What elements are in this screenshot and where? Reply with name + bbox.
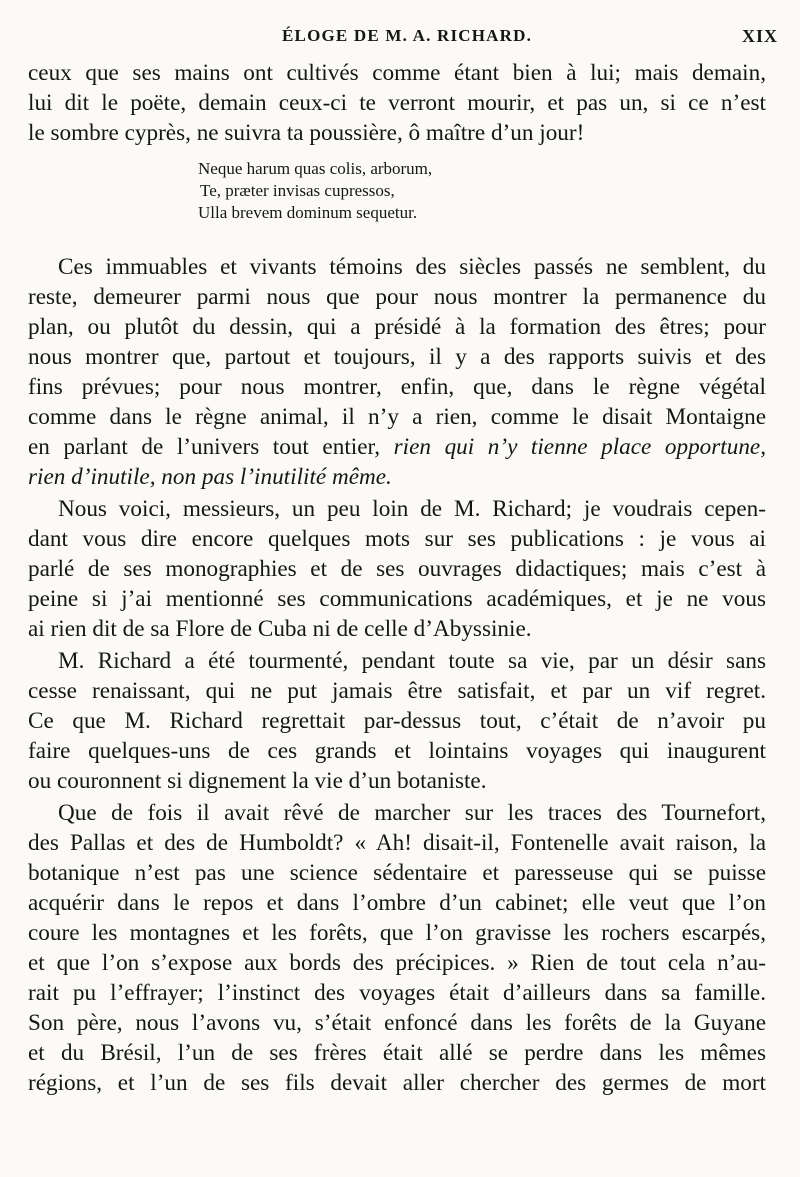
italic-quote: rien qui n’y tienne place opportune,: [393, 434, 767, 460]
text-line: Ce que M. Richard regrettait par-dessus tout, c’était de n’avoir pu: [28, 708, 766, 734]
text-line: reste, demeurer parmi nous que pour nous montrer la permanence du: [28, 284, 766, 310]
text-line: et que l’on s’expose aux bords des précipices. » Rien de tout cela n’au-: [28, 950, 766, 976]
paragraph-2: [28, 252, 766, 492]
text-line: ou couronnent si dignement la vie d’un botaniste.: [28, 768, 487, 794]
text-line-mixed: [28, 432, 766, 462]
text-line: régions, et l’un de ses fils devait aller chercher des germes de mort: [28, 1070, 766, 1096]
page-header: [0, 26, 800, 50]
text-line: botanique n’est pas une science sédentaire et paresseuse qui se puisse: [28, 860, 766, 886]
italic-quote: rien d’inutile, non pas l’inutilité même.: [28, 464, 392, 490]
quote-line: Neque harum quas colis, arborum,: [198, 159, 433, 178]
text-segment: en parlant de l’univers tout entier,: [28, 434, 381, 460]
paragraph-5: [28, 798, 766, 1098]
text-line: dant vous dire encore quelques mots sur ses publications : je vous ai: [28, 526, 766, 552]
paragraph-4: [28, 646, 766, 796]
text-line: Que de fois il avait rêvé de marcher sur les traces des Tournefort,: [58, 800, 766, 826]
text-line: plan, ou plutôt du dessin, qui a présidé à la formation des êtres; pour: [28, 314, 766, 340]
text-line: peine si j’ai mentionné ses communications académiques, et je ne vous: [28, 586, 766, 612]
body-text: [28, 58, 766, 1098]
latin-quote: [198, 158, 766, 224]
paragraph-3: [28, 494, 766, 644]
text-line: ai rien dit de sa Flore de Cuba ni de celle d’Abyssinie.: [28, 616, 532, 642]
text-line: le sombre cyprès, ne suivra ta poussière, ô maître d’un jour!: [28, 120, 585, 146]
text-line: faire quelques-uns de ces grands et lointains voyages qui inaugurent: [28, 738, 766, 764]
text-line: cesse renaissant, qui ne put jamais être satisfait, et par un vif regret.: [28, 678, 766, 704]
paragraph-1: [28, 58, 766, 148]
quote-line: Te, præter invisas cupressos,: [200, 181, 395, 200]
text-line: parlé de ses monographies et de ses ouvrages didactiques; mais c’est à: [28, 556, 766, 582]
text-line: et du Brésil, l’un de ses frères était allé se perdre dans les mêmes: [28, 1040, 766, 1066]
text-line: ceux que ses mains ont cultivés comme étant bien à lui; mais demain,: [28, 60, 766, 86]
text-line: Nous voici, messieurs, un peu loin de M. Richard; je voudrais cepen-: [58, 496, 766, 522]
text-line: fins prévues; pour nous montrer, enfin, que, dans le règne végétal: [28, 374, 766, 400]
text-line: Son père, nous l’avons vu, s’était enfoncé dans les forêts de la Guyane: [28, 1010, 766, 1036]
page-number: XIX: [741, 26, 778, 46]
quote-line: Ulla brevem dominum sequetur.: [198, 203, 418, 222]
text-line: nous montrer que, partout et toujours, il y a des rapports suivis et des: [28, 344, 766, 370]
text-line: lui dit le poëte, demain ceux-ci te verront mourir, et pas un, si ce n’est: [28, 90, 766, 116]
text-line: acquérir dans le repos et dans l’ombre d’un cabinet; elle veut que l’on: [28, 890, 766, 916]
text-line: coure les montagnes et les forêts, que l’on gravisse les rochers escarpés,: [28, 920, 766, 946]
text-line: M. Richard a été tourmenté, pendant toute sa vie, par un désir sans: [58, 648, 766, 674]
text-line: rait pu l’effrayer; l’instinct des voyages était d’ailleurs dans sa famille.: [28, 980, 766, 1006]
text-line: Ces immuables et vivants témoins des siècles passés ne semblent, du: [58, 254, 766, 280]
running-title: ÉLOGE DE M. A. RICHARD.: [282, 26, 533, 45]
text-line: comme dans le règne animal, il n’y a rien, comme le disait Montaigne: [28, 404, 766, 430]
text-line: des Pallas et des de Humboldt? « Ah! disait-il, Fontenelle avait raison, la: [28, 830, 766, 856]
